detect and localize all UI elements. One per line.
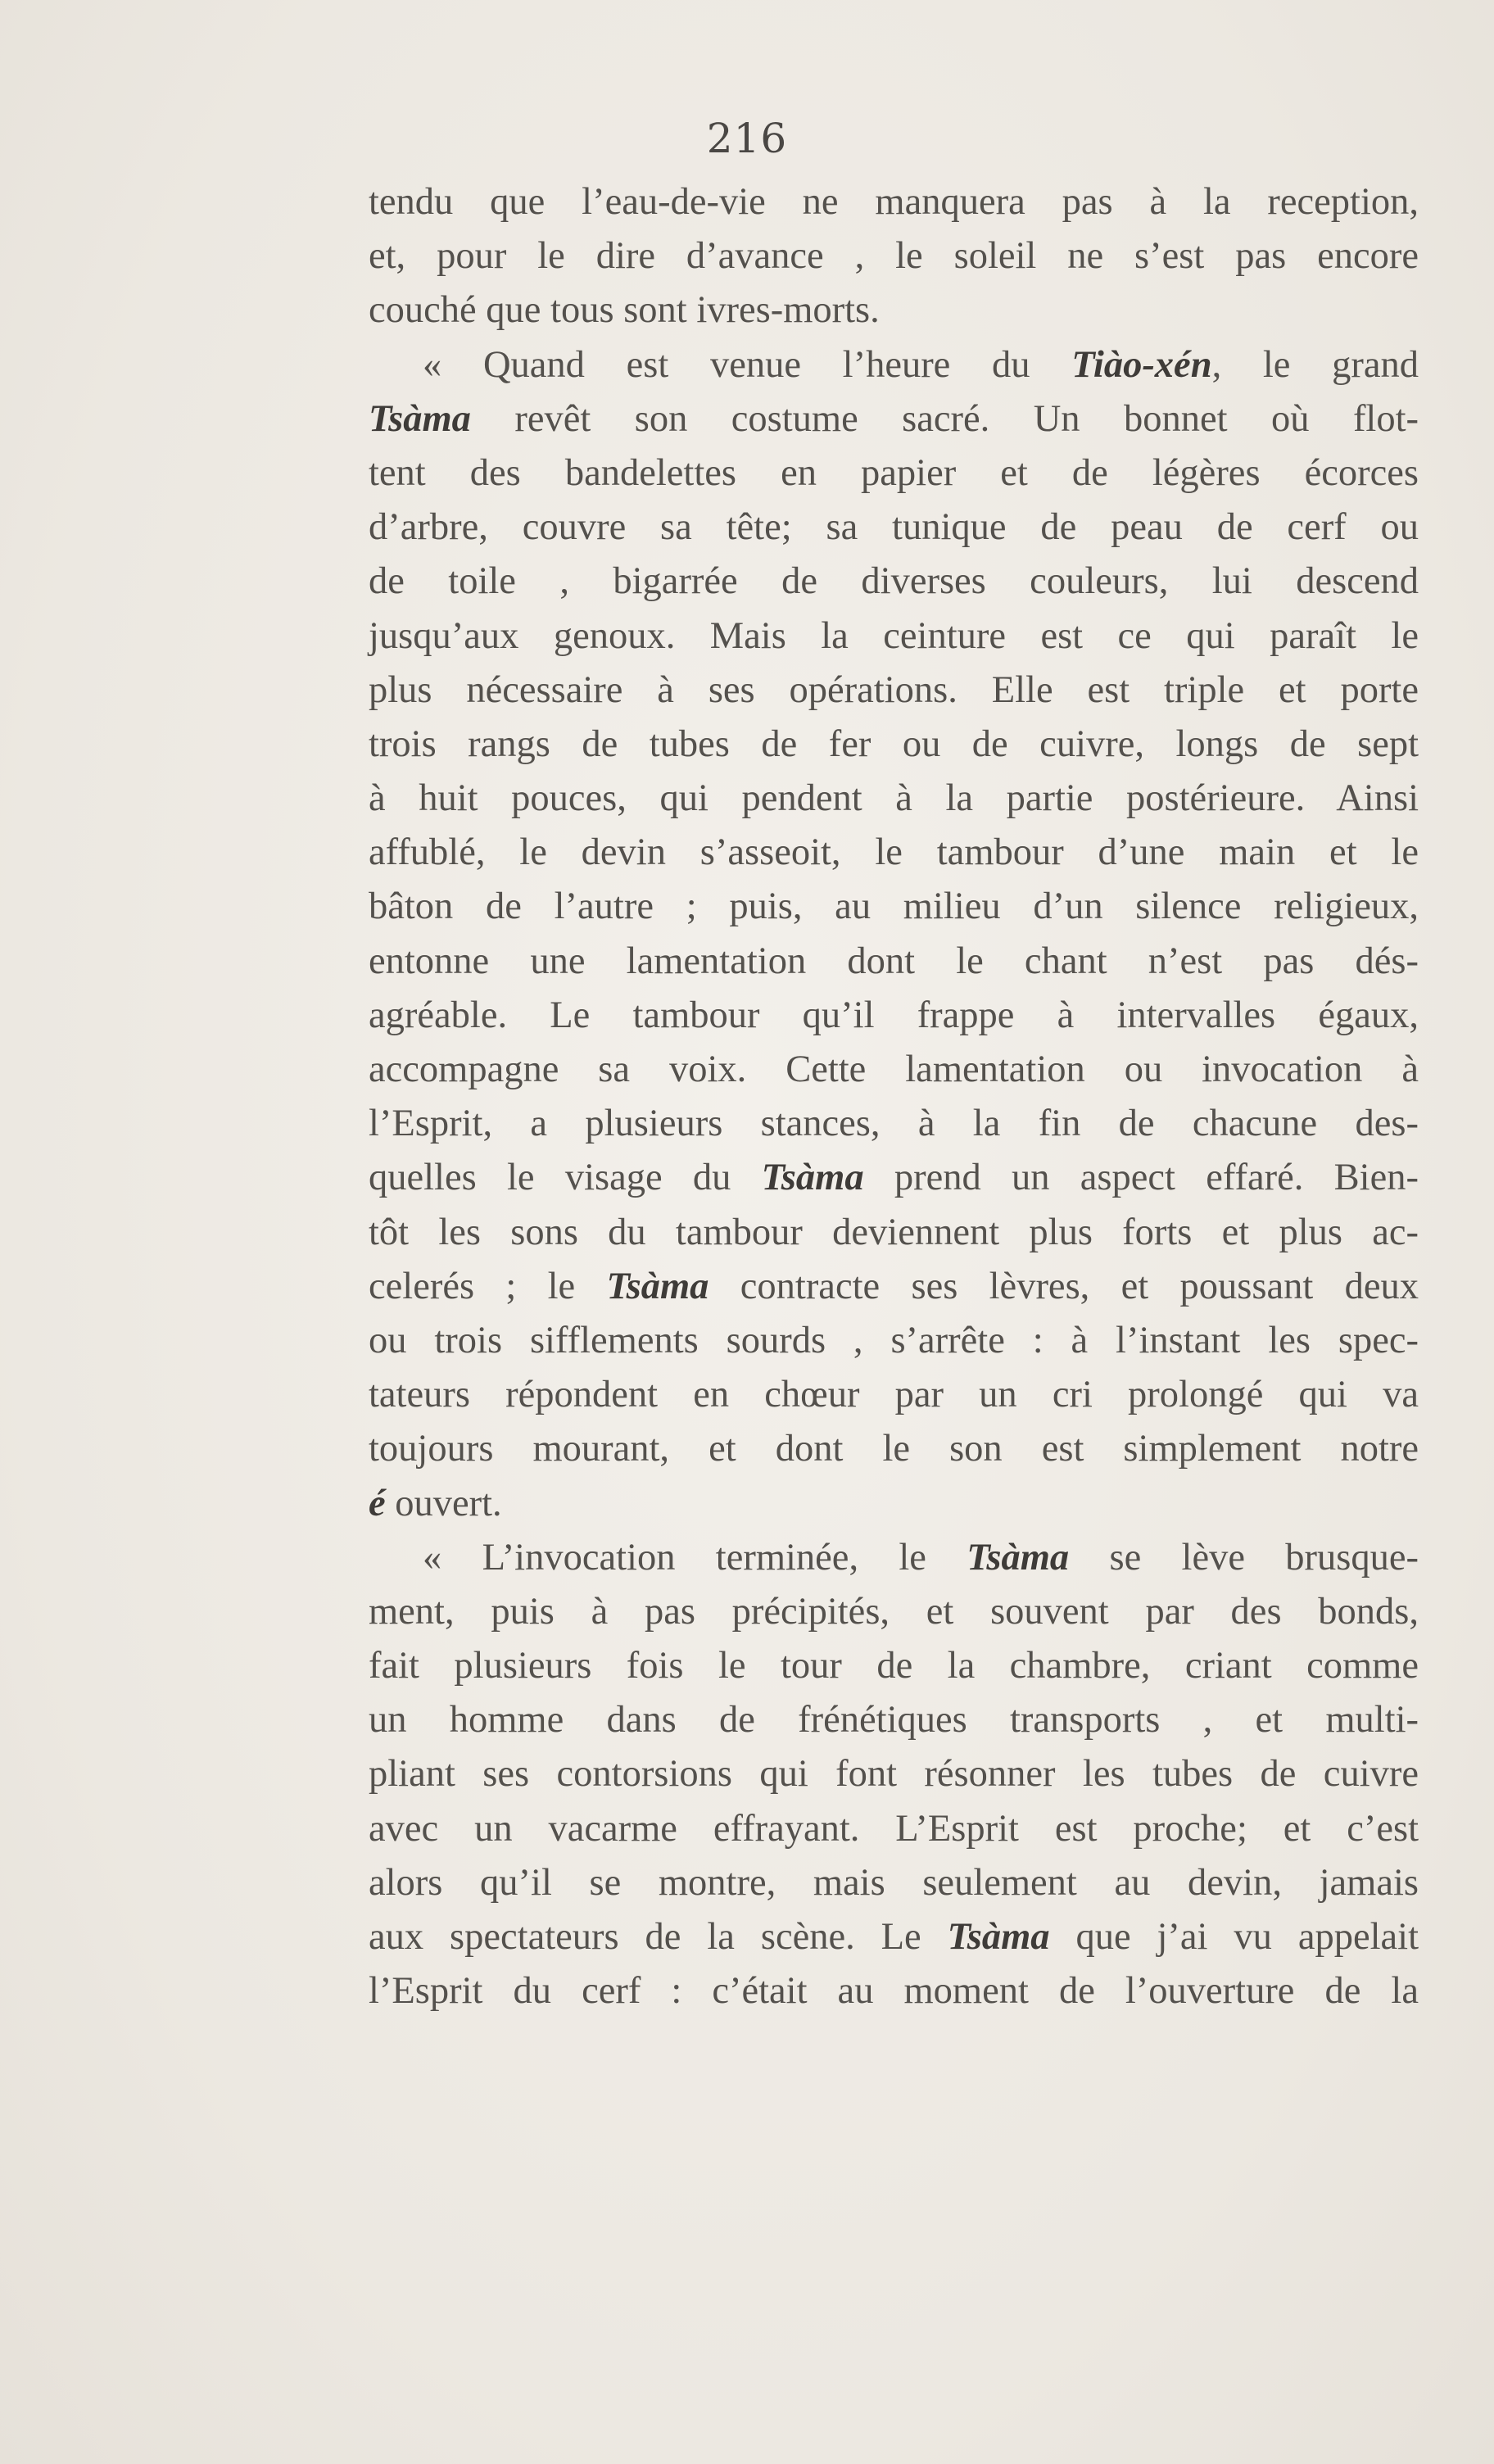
- text-line: [369, 392, 1419, 446]
- text-segment: tendu que l’eau-de-vie ne manquera pas à la reception,: [369, 181, 1419, 223]
- text-line: [369, 1368, 1419, 1422]
- text-segment: ment, puis à pas précipités, et souvent par des bonds,: [369, 1590, 1419, 1633]
- text-line: [369, 609, 1419, 664]
- text-line: [369, 718, 1419, 772]
- text-segment: jusqu’aux genoux. Mais la ceinture est ce qui paraît le: [369, 614, 1419, 657]
- text-segment: entonne une lamentation dont le chant n’est pas dés-: [369, 940, 1419, 982]
- text-line: [369, 1477, 1419, 1531]
- text-line: [369, 935, 1419, 989]
- text-segment: revêt son costume sacré. Un bonnet où flot-: [470, 397, 1419, 440]
- text-line: [369, 1097, 1419, 1151]
- text-segment: couché que tous sont ivres-morts.: [369, 289, 880, 332]
- text-line: [369, 880, 1419, 934]
- text-segment: fait plusieurs fois le tour de la chambre, criant comme: [369, 1645, 1419, 1687]
- text-line: [369, 1802, 1419, 1856]
- text-segment: « L’invocation terminée, le: [423, 1536, 967, 1578]
- italic-term: é: [369, 1482, 386, 1524]
- italic-term: Tsàma: [369, 397, 471, 440]
- text-line: [369, 1043, 1419, 1097]
- text-segment: contracte ses lèvres, et poussant deux: [709, 1265, 1419, 1307]
- text-segment: toujours mourant, et dont le son est simplement notre: [369, 1428, 1419, 1470]
- text-line: [369, 1585, 1419, 1639]
- text-line: [369, 1639, 1419, 1693]
- text-line: [369, 1314, 1419, 1368]
- text-line: [369, 1964, 1419, 2018]
- text-line: [369, 500, 1419, 555]
- italic-term: Tsàma: [967, 1536, 1070, 1578]
- text-segment: tôt les sons du tambour deviennent plus forts et plus ac-: [369, 1211, 1419, 1253]
- text-line: [369, 1531, 1419, 1585]
- text-line: [369, 1747, 1419, 1801]
- text-segment: de toile , bigarrée de diverses couleurs, lui descend: [369, 560, 1419, 603]
- text-segment: accompagne sa voix. Cette lamentation ou invocation à: [369, 1049, 1419, 1090]
- text-line: [369, 1151, 1419, 1205]
- text-line: [369, 1910, 1419, 1964]
- text-segment: prend un aspect effaré. Bien-: [863, 1157, 1419, 1199]
- text-segment: pliant ses contorsions qui font résonner les tubes de cuivre: [369, 1753, 1419, 1796]
- text-segment: trois rangs de tubes de fer ou de cuivre, longs de sept: [369, 722, 1419, 765]
- text-segment: aux spectateurs de la scène. Le: [369, 1916, 948, 1958]
- text-line: [369, 772, 1419, 826]
- text-segment: bâton de l’autre ; puis, au milieu d’un silence religieux,: [369, 886, 1419, 928]
- text-line: [369, 1856, 1419, 1910]
- text-line: [369, 989, 1419, 1043]
- text-segment: , le grand: [1211, 343, 1419, 386]
- text-line: [369, 175, 1419, 229]
- text-line: [369, 1260, 1419, 1314]
- text-segment: « Quand est venue l’heure du: [423, 343, 1072, 386]
- text-line: [369, 283, 1419, 337]
- text-segment: que j’ai vu appelait: [1049, 1916, 1419, 1958]
- text-segment: tateurs répondent en chœur par un cri prolongé qui va: [369, 1374, 1419, 1416]
- text-line: [369, 338, 1419, 392]
- text-line: [369, 446, 1419, 500]
- text-segment: ou trois sifflements sourds , s’arrête : à l’instant les spec-: [369, 1319, 1419, 1361]
- text-line: [369, 1422, 1419, 1476]
- text-segment: l’Esprit, a plusieurs stances, à la fin de chacune des-: [369, 1103, 1419, 1145]
- italic-term: Tsàma: [947, 1916, 1050, 1958]
- text-line: [369, 664, 1419, 718]
- text-segment: ouvert.: [385, 1482, 502, 1524]
- text-line: [369, 1693, 1419, 1747]
- italic-term: Tsàma: [761, 1157, 864, 1199]
- text-segment: à huit pouces, qui pendent à la partie postérieure. Ainsi: [369, 777, 1419, 820]
- text-segment: plus nécessaire à ses opérations. Elle est triple et porte: [369, 668, 1419, 711]
- page-number: 216: [706, 115, 788, 162]
- text-segment: celerés ; le: [369, 1265, 607, 1307]
- text-segment: avec un vacarme effrayant. L’Esprit est proche; et c’est: [369, 1807, 1419, 1850]
- text-line: [369, 1206, 1419, 1260]
- italic-term: Tiào-xén: [1071, 343, 1212, 386]
- text-segment: agréable. Le tambour qu’il frappe à intervalles égaux,: [369, 994, 1419, 1036]
- text-segment: quelles le visage du: [369, 1157, 762, 1199]
- text-segment: l’Esprit du cerf : c’était au moment de l’ouverture de la: [369, 1970, 1419, 2013]
- text-line: [369, 826, 1419, 880]
- text-segment: affublé, le devin s’asseoit, le tambour d’une main et le: [369, 831, 1419, 874]
- text-segment: tent des bandelettes en papier et de légères écorces: [369, 451, 1419, 494]
- text-segment: un homme dans de frénétiques transports , et multi-: [369, 1699, 1419, 1742]
- body-text: [369, 175, 1419, 2018]
- text-segment: alors qu’il se montre, mais seulement au devin, jamais: [369, 1861, 1419, 1904]
- text-segment: d’arbre, couvre sa tête; sa tunique de peau de cerf ou: [369, 506, 1419, 549]
- italic-term: Tsàma: [606, 1265, 709, 1307]
- text-segment: se lève brusque-: [1069, 1536, 1419, 1578]
- text-line: [369, 229, 1419, 283]
- text-segment: et, pour le dire d’avance , le soleil ne s’est pas encore: [369, 235, 1419, 278]
- text-line: [369, 555, 1419, 609]
